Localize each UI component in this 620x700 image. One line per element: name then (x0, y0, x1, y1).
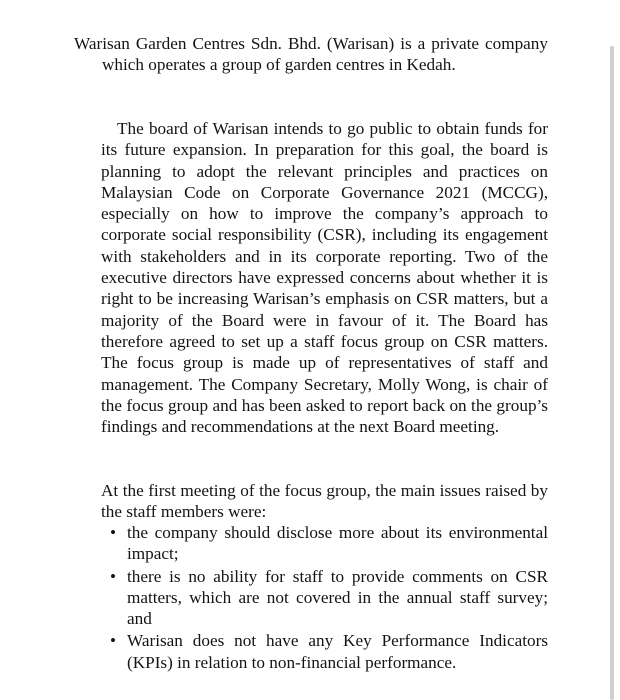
bullet-icon: • (110, 631, 117, 651)
board-paragraph: The board of Warisan intends to go public to obtain funds for its future expansion. In preparation for this goal, the board is planning to adopt the relevant principles and practices on Malaysian Code on Corporate Governance 2021 (MCCG), especially on how to improve the company’s approach to corporate social responsibility (CSR), including its engagement with stakeholders and in its corporate reporting. Two of the executive directors have expressed concerns about whether it is right to be increasing Warisan’s emphasis on CSR matters, but a majority of the Board were in favour of it. The Board has therefore agreed to set up a staff focus group on CSR matters. The focus group is made up of representatives of staff and management. The Company Secretary, Molly Wong, is chair of the focus group and has been asked to report back on the group’s findings and recommendations at the next Board meeting. (101, 119, 548, 437)
list-item (101, 630, 548, 673)
vertical-scrollbar[interactable] (610, 46, 614, 700)
bullet-icon: • (110, 566, 117, 586)
issue-text: there is no ability for staff to provide comments on CSR matters, which are not covered in the annual staff survey; and (127, 566, 548, 629)
issue-text: the company should disclose more about its environmental impact; (127, 523, 548, 564)
list-item (101, 566, 548, 630)
issue-text: Warisan does not have any Key Performance Indicators (KPIs) in relation to non-financial performance. (127, 631, 548, 672)
bullet-icon: • (110, 523, 117, 542)
list-item (101, 522, 548, 565)
meeting-intro-paragraph: At the first meeting of the focus group, the main issues raised by the staff members were: (101, 481, 548, 522)
intro-paragraph: Warisan Garden Centres Sdn. Bhd. (Warisan) is a private company which operates a group of garden centres in Kedah. (74, 34, 548, 75)
issues-list (101, 522, 548, 674)
